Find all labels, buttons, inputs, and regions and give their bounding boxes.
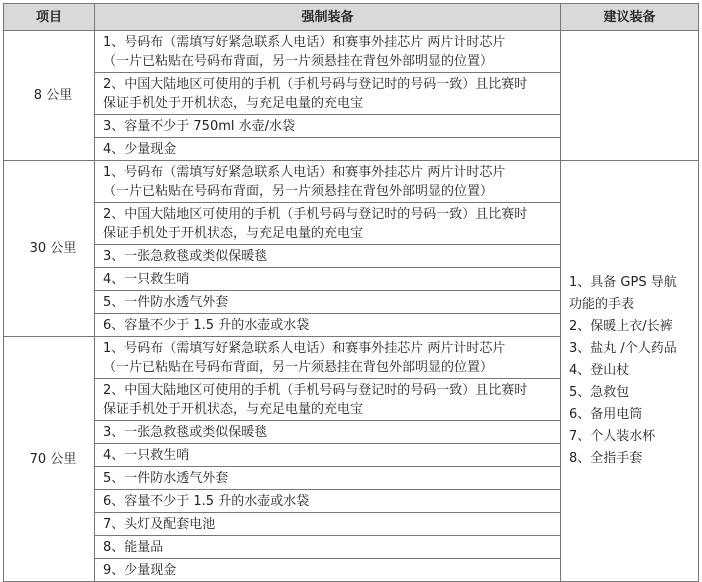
required-item: 1、号码布（需填写好紧急联系人电话）和赛事外挂芯片 两片计时芯片 （一片已粘贴在号码布背面，另一片须悬挂在背包外部明显的位置） xyxy=(95,31,561,73)
required-item: 2、中国大陆地区可使用的手机（手机号码与登记时的号码一致）且比赛时 保证手机处于开机状态，与充足电量的充电宝 xyxy=(95,379,561,421)
equipment-table xyxy=(3,3,699,582)
required-item: 2、中国大陆地区可使用的手机（手机号码与登记时的号码一致）且比赛时 保证手机处于开机状态，与充足电量的充电宝 xyxy=(95,203,561,245)
header-row xyxy=(4,4,699,31)
required-item: 2、中国大陆地区可使用的手机（手机号码与登记时的号码一致）且比赛时 保证手机处于开机状态，与充足电量的充电宝 xyxy=(95,73,561,115)
required-item: 3、容量不少于 750ml 水壶/水袋 xyxy=(95,115,561,138)
distance-8km: 8 公里 xyxy=(4,31,95,161)
table-row xyxy=(4,31,699,73)
required-item: 6、容量不少于 1.5 升的水壶或水袋 xyxy=(95,490,561,513)
suggested-item: 功能的手表 xyxy=(569,297,635,312)
header-required: 强制装备 xyxy=(95,4,561,31)
header-item: 项目 xyxy=(4,4,95,31)
required-item: 6、容量不少于 1.5 升的水壶或水袋 xyxy=(95,314,561,337)
required-item: 4、少量现金 xyxy=(95,138,561,161)
suggested-item: 5、急救包 xyxy=(569,385,630,400)
suggested-item: 1、具备 GPS 导航 xyxy=(569,275,677,290)
header-suggested: 建议装备 xyxy=(561,4,699,31)
required-item: 4、一只救生哨 xyxy=(95,268,561,291)
suggested-item: 2、保暖上衣/长裤 xyxy=(569,319,673,334)
required-item: 1、号码布（需填写好紧急联系人电话）和赛事外挂芯片 两片计时芯片 （一片已粘贴在号码布背面，另一片须悬挂在背包外部明显的位置） xyxy=(95,337,561,379)
suggested-item: 6、备用电筒 xyxy=(569,407,643,422)
suggested-item: 7、个人装水杯 xyxy=(569,429,656,444)
required-item: 4、一只救生哨 xyxy=(95,444,561,467)
required-item: 9、少量现金 xyxy=(95,559,561,582)
required-item: 3、一张急救毯或类似保暖毯 xyxy=(95,421,561,444)
required-item: 8、能量品 xyxy=(95,536,561,559)
suggested-item: 8、全指手套 xyxy=(569,451,643,466)
suggested-list xyxy=(561,161,699,582)
required-item: 1、号码布（需填写好紧急联系人电话）和赛事外挂芯片 两片计时芯片 （一片已粘贴在号码布背面，另一片须悬挂在背包外部明显的位置） xyxy=(95,161,561,203)
suggested-item: 3、盐丸 /个人药品 xyxy=(569,341,677,356)
required-item: 3、一张急救毯或类似保暖毯 xyxy=(95,245,561,268)
required-item: 5、一件防水透气外套 xyxy=(95,467,561,490)
suggested-blank xyxy=(561,31,699,161)
distance-70km: 70 公里 xyxy=(4,337,95,582)
required-item: 5、一件防水透气外套 xyxy=(95,291,561,314)
table-row xyxy=(4,161,699,203)
distance-30km: 30 公里 xyxy=(4,161,95,337)
required-item: 7、头灯及配套电池 xyxy=(95,513,561,536)
suggested-item: 4、登山杖 xyxy=(569,363,630,378)
